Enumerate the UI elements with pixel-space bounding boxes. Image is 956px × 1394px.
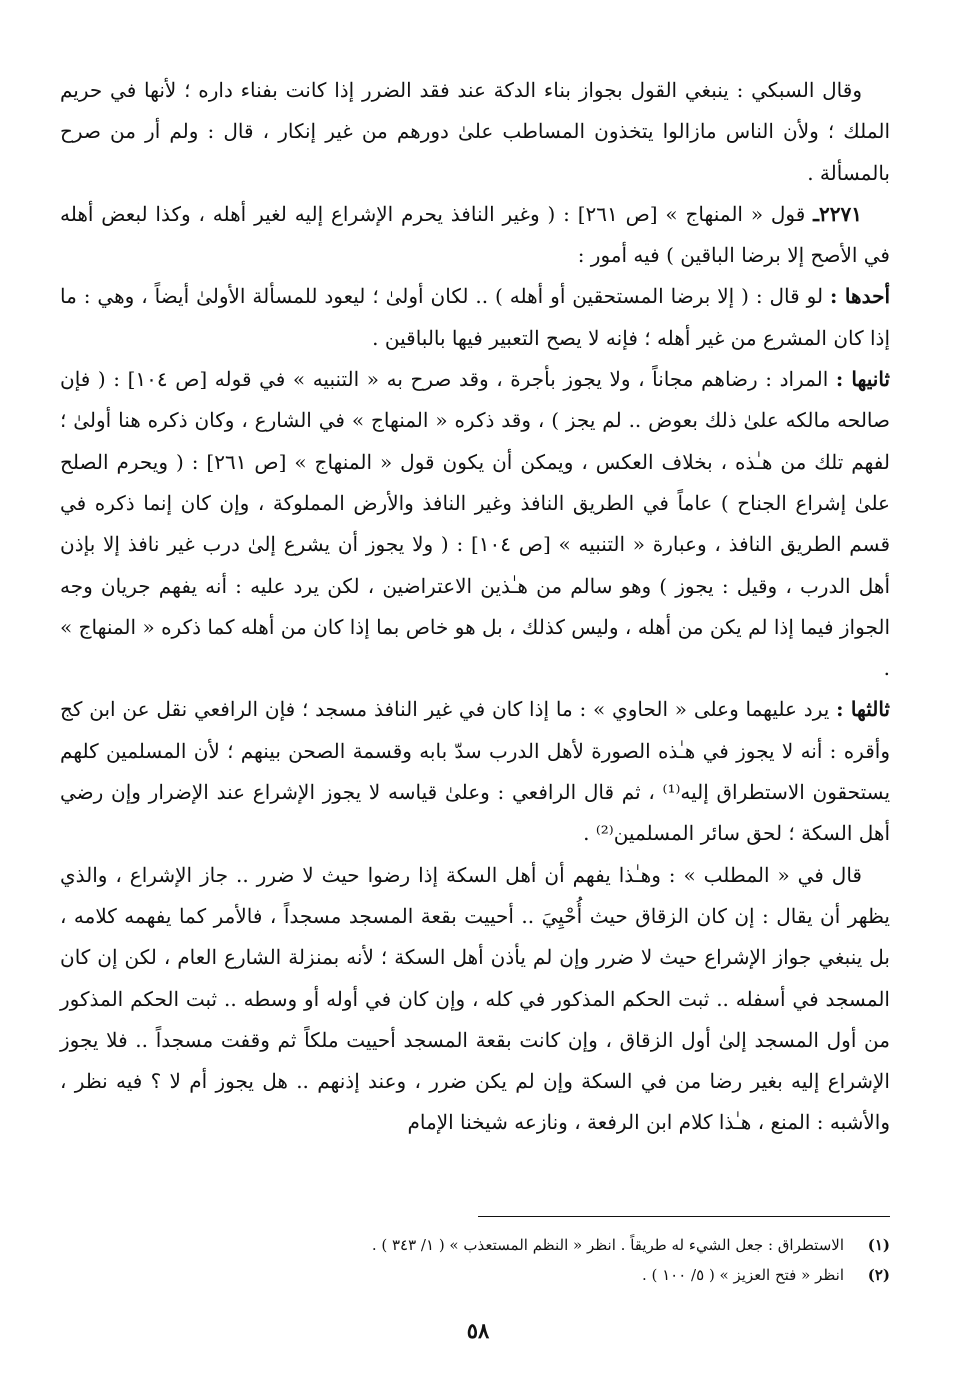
point-heading: ثالثها : [836,697,890,722]
footnote-text: الاستطراق : جعل الشيء له طريقاً . انظر « النظم المستعذب » ( ١/ ٣٤٣ ) . [371,1236,844,1254]
paragraph-text: وقال السبكي : ينبغي القول بجواز بناء الدكة عند فقد الضرر إذا كانت بفناء داره ؛ لأنها في حريم الملك ؛ ولأن الناس مازالوا يتخذون المساطب علىٰ دورهم من غير إنكار ، قال : ولم أر من صرح بالمسألة . [60,78,890,185]
paragraph-text: يرد عليهما وعلى « الحاوي » : ما إذا كان في غير النافذ مسجد ؛ فإن الرافعي نقل عن ابن كج وأقره : أنه لا يجوز في هـٰذه الصورة لأهل الدرب سدّ بابه وقسمة الصحن بينهم ؛ لأن المسلمين كلهم يستحقون الاستطراق إليه⁽¹⁾ ، ثم قال الرافعي : وعلىٰ قياسه لا يجوز الإشراع عند الإضرار وإن رضي أهل السكة ؛ لحق سائر المسلمين⁽²⁾ . [60,697,891,846]
footnote-number: (٢) [867,1266,890,1284]
point-heading: ثانيها : [835,367,890,392]
issue-number: ٢٢٧١ـ [813,201,862,226]
paragraph-text: المراد : رضاهم مجاناً ، ولا يجوز بأجرة ، وقد صرح به « التنبيه » في قوله [ص ١٠٤] : ( فإن صالحه مالكه علىٰ ذلك بعوض .. لم يجز ) ، وقد ذكره « المنهاج » في الشارع ، وكان ذكره هنا أولىٰ ؛ لفهم تلك من هـٰذه ، بخلاف العكس ، ويمكن أن يكون قول « المنهاج » [ص ٢٦١] : ( ويحرم الصلح علىٰ إشراع الجناح ) عاماً في الطريق النافذ وغير النافذ والأرض المملوكة ، وإن كان إنما ذكره في قسم الطريق النافذ ، وعبارة « التنبيه » [ص ١٠٤] : ( ولا يجوز أن يشرع إلىٰ درب غير نافذ إلا بإذن أهل الدرب ، وقيل : يجوز ) وهو سالم من هـٰذين الاعتراضين ، لكن يرد عليه : أنه يفهم جريان وجه الجواز فيما إذا لم يكن من أهله ، وليس كذلك ، بل هو خاص بما إذا كان من أهله كما ذكره « المنهاج » . [60,367,891,681]
page-number: ٥٨ [466,1318,490,1343]
footnote-2 [60,1260,890,1290]
paragraph-3 [60,276,890,359]
footnote-number: (١) [867,1236,890,1254]
paragraph-1 [60,70,890,194]
footnote-divider [478,1216,890,1217]
paragraph-text: لو قال : ( إلا برضا المستحقين أو أهله ) .. لكان أولىٰ ؛ ليعود للمسألة الأولىٰ أيضاً ، وهي : ما إذا كان المشرع من غير أهله ؛ فإنه لا يصح التعبير فيها بالباقين . [60,284,890,350]
paragraph-4 [60,359,890,689]
paragraph-6 [60,855,890,1144]
page-body [60,70,890,1144]
paragraph-text: قال في « المطلب » : وهـٰذا يفهم أن أهل السكة إذا رضوا حيث لا ضرر .. جاز الإشراع ، والذي يظهر أن يقال : إن كان الزقاق حيث أُحْيِيَ .. أحييت بقعة المسجد مسجداً ، فالأمر كما يفهمه كلامه ، بل ينبغي جواز الإشراع حيث لا ضرر وإن لم يأذن أهل السكة ؛ لأنه بمنزلة الشارع العام ، لكن إن كان المسجد في أسفله .. ثبت الحكم المذكور في كله ، وإن كان في أوله أو وسطه .. ثبت الحكم المذكور من أول المسجد إلىٰ أول الزقاق ، وإن كانت بقعة المسجد أحييت ملكاً ثم وقفت مسجداً .. فلا يجوز الإشراع إليه بغير رضا من في السكة وإن لم يكن ضرر ، وعند إذنهم .. هل يجوز أم لا ؟ فيه نظر ، والأشبه : المنع ، هـٰذا كلام ابن الرفعة ، ونازعه شيخنا الإمام [60,862,890,1135]
footnote-text: انظر « فتح العزيز » ( ٥/ ١٠٠ ) . [641,1266,844,1284]
footnote-1 [60,1230,890,1260]
footnotes [60,1230,890,1290]
paragraph-5 [60,689,890,854]
point-heading: أحدها : [830,284,890,309]
paragraph-text: قول « المنهاج » [ص ٢٦١] : ( وغير النافذ يحرم الإشراع إليه لغير أهله ، وكذا لبعض أهله في الأصح إلا برضا الباقين ) فيه أمور : [60,201,890,268]
paragraph-2 [60,194,890,277]
